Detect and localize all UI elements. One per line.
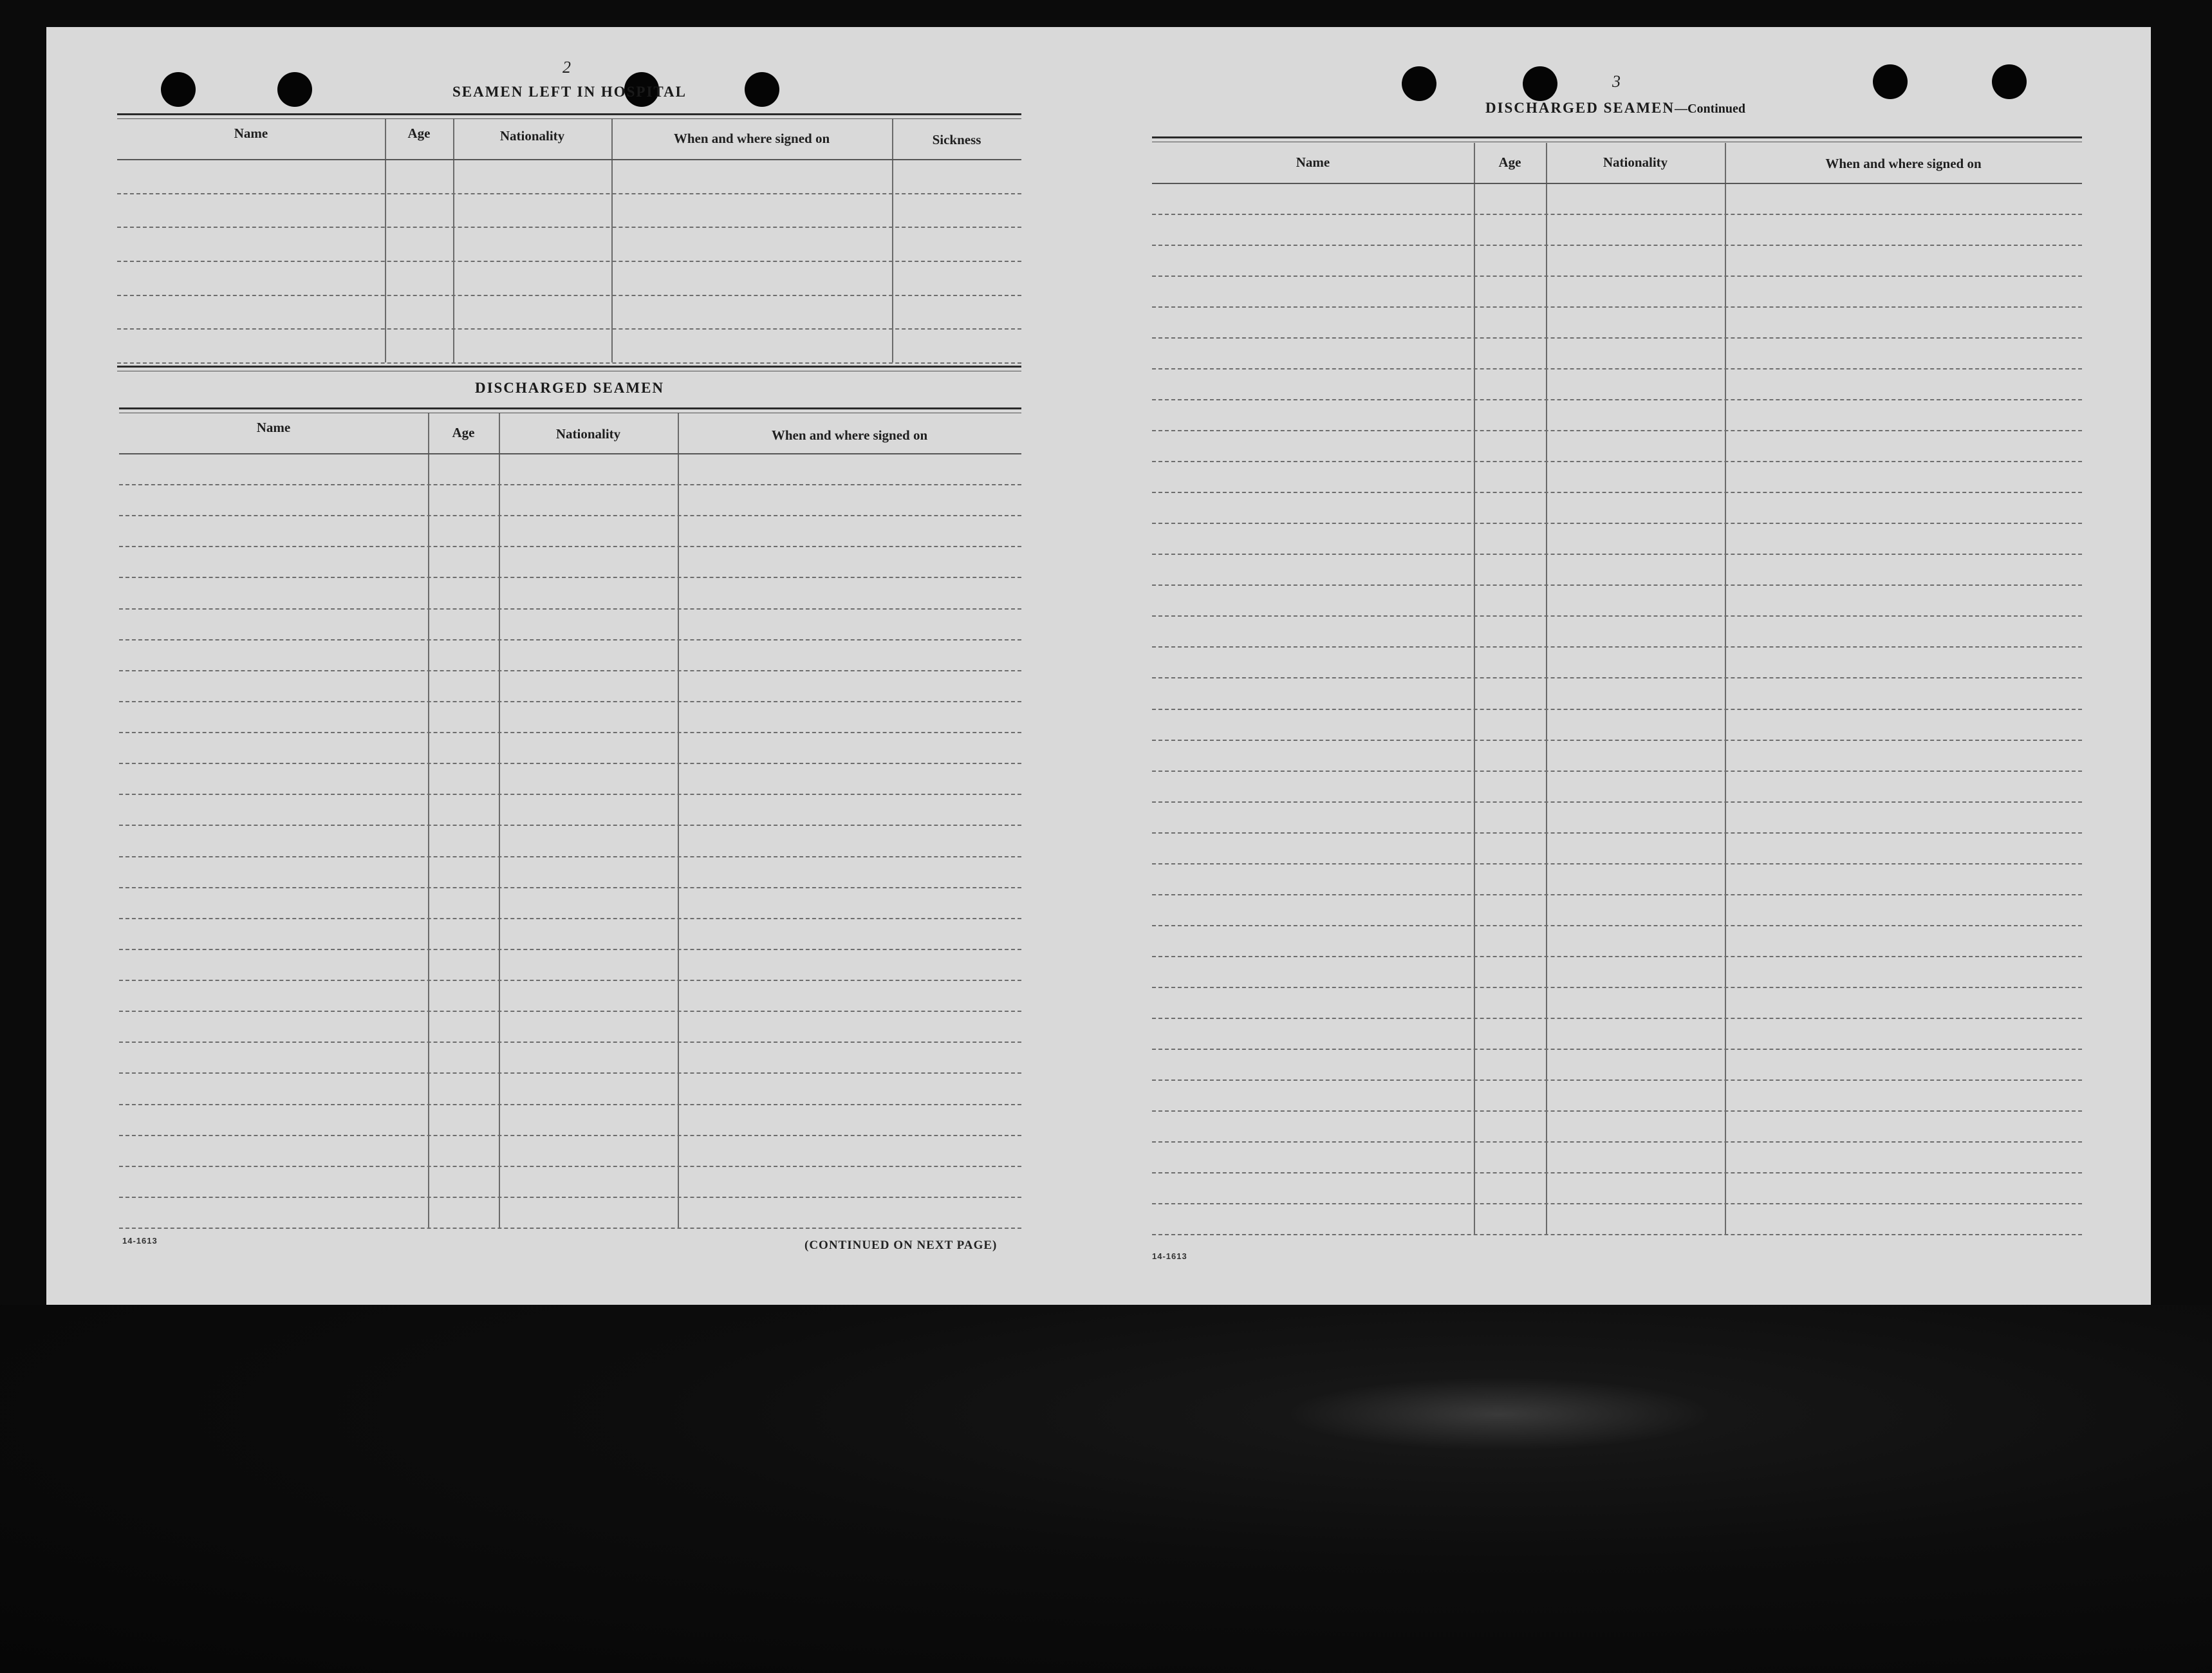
- entry-line: [119, 825, 1021, 826]
- entry-line: [119, 856, 1021, 857]
- right-top-rule: [1152, 136, 2082, 138]
- col-header-age: Age: [452, 425, 475, 440]
- column-divider: [385, 119, 386, 362]
- entry-line: [1152, 245, 2082, 246]
- discharged-continued-suffix: —Continued: [1675, 102, 1746, 116]
- hospital-section-title: SEAMEN LEFT IN HOSPITAL: [452, 84, 687, 100]
- discharged-continued-title: [1416, 100, 1815, 117]
- column-divider: [453, 119, 454, 362]
- entry-line: [1152, 523, 2082, 524]
- col-header-sickness: Sickness: [932, 132, 981, 147]
- col-header-signed-on: When and where signed on: [673, 131, 830, 146]
- entry-line: [1152, 368, 2082, 369]
- left-form-number: 14-1613: [122, 1236, 158, 1246]
- entry-line: [119, 577, 1021, 578]
- col-header-nationality: Nationality: [1603, 154, 1668, 170]
- entry-line: [1152, 1172, 2082, 1173]
- entry-line: [1152, 925, 2082, 926]
- col-header-signed-on: When and where signed on: [1825, 156, 1982, 171]
- punch-hole: [1402, 66, 1436, 101]
- col-header-nationality: Nationality: [499, 128, 565, 144]
- header-separator: [117, 159, 1021, 160]
- entry-line: [1152, 894, 2082, 895]
- col-header-name: Name: [234, 126, 268, 141]
- entry-line: [1152, 399, 2082, 400]
- entry-line: [119, 546, 1021, 547]
- continued-note: (CONTINUED ON NEXT PAGE): [804, 1238, 998, 1252]
- entry-line: [1152, 1080, 2082, 1081]
- scan-background: [0, 1305, 2212, 1673]
- column-divider: [678, 413, 679, 1228]
- right-page-number: 3: [1612, 72, 1621, 91]
- entry-line: [119, 887, 1021, 888]
- entry-line: [119, 763, 1021, 764]
- entry-line: [119, 1228, 1021, 1229]
- entry-line: [119, 608, 1021, 610]
- entry-line: [1152, 646, 2082, 648]
- hospital-top-rule: [117, 113, 1021, 115]
- entry-line: [119, 1166, 1021, 1167]
- entry-line: [117, 227, 1021, 228]
- entry-line: [1152, 214, 2082, 215]
- discharged-continued-title-main: DISCHARGED SEAMEN: [1485, 100, 1675, 116]
- entry-line: [1152, 677, 2082, 678]
- col-header-nationality: Nationality: [555, 426, 621, 442]
- entry-line: [119, 918, 1021, 919]
- entry-line: [119, 794, 1021, 795]
- entry-line: [1152, 615, 2082, 617]
- discharged-continued-table: [1152, 143, 2082, 1237]
- discharged-section-title: DISCHARGED SEAMEN: [474, 380, 665, 396]
- entry-line: [1152, 771, 2082, 772]
- entry-line: [119, 732, 1021, 733]
- entry-line: [1152, 987, 2082, 988]
- entry-line: [119, 670, 1021, 671]
- discharged-table: [119, 413, 1021, 1231]
- entry-line: [119, 1042, 1021, 1043]
- entry-line: [1152, 709, 2082, 710]
- entry-line: [1152, 276, 2082, 277]
- entry-line: [1152, 1018, 2082, 1019]
- entry-line: [117, 362, 1021, 364]
- hospital-table: [117, 119, 1021, 367]
- punch-hole: [1523, 66, 1557, 101]
- entry-line: [1152, 461, 2082, 462]
- entry-line: [1152, 306, 2082, 308]
- punch-hole: [161, 72, 196, 107]
- header-separator: [119, 453, 1021, 454]
- entry-line: [1152, 740, 2082, 741]
- col-header-name: Name: [1296, 154, 1330, 170]
- entry-line: [1152, 337, 2082, 339]
- entry-line: [1152, 554, 2082, 555]
- hospital-bottom-rule: [117, 366, 1021, 368]
- entry-line: [117, 261, 1021, 262]
- entry-line: [119, 1072, 1021, 1074]
- right-form-number: 14-1613: [1152, 1251, 1187, 1261]
- column-divider: [892, 119, 893, 362]
- entry-line: [119, 980, 1021, 981]
- entry-line: [117, 295, 1021, 296]
- entry-line: [119, 515, 1021, 516]
- entry-line: [1152, 1049, 2082, 1050]
- col-header-age: Age: [1498, 154, 1521, 170]
- entry-line: [1152, 584, 2082, 586]
- entry-line: [119, 484, 1021, 485]
- entry-line: [1152, 492, 2082, 493]
- entry-line: [119, 639, 1021, 640]
- col-header-age: Age: [407, 126, 431, 141]
- left-page-number: 2: [562, 58, 571, 77]
- entry-line: [117, 328, 1021, 330]
- discharged-top-rule: [119, 407, 1021, 409]
- entry-line: [119, 1011, 1021, 1012]
- punch-hole: [277, 72, 312, 107]
- entry-line: [1152, 832, 2082, 834]
- entry-line: [119, 1135, 1021, 1136]
- entry-line: [1152, 1203, 2082, 1204]
- entry-line: [1152, 1110, 2082, 1112]
- punch-hole: [1992, 64, 2027, 99]
- punch-hole: [1873, 64, 1908, 99]
- header-separator: [1152, 183, 2082, 184]
- entry-line: [1152, 1141, 2082, 1143]
- column-divider: [499, 413, 500, 1228]
- column-divider: [428, 413, 429, 1228]
- entry-line: [1152, 801, 2082, 803]
- entry-line: [119, 949, 1021, 950]
- col-header-name: Name: [256, 420, 291, 435]
- entry-line: [119, 701, 1021, 702]
- entry-line: [1152, 430, 2082, 431]
- entry-line: [1152, 956, 2082, 957]
- entry-line: [119, 1104, 1021, 1105]
- entry-line: [119, 1197, 1021, 1198]
- entry-line: [117, 193, 1021, 194]
- entry-line: [1152, 863, 2082, 865]
- column-divider: [611, 119, 613, 362]
- entry-line: [1152, 1234, 2082, 1235]
- col-header-signed-on: When and where signed on: [771, 427, 928, 443]
